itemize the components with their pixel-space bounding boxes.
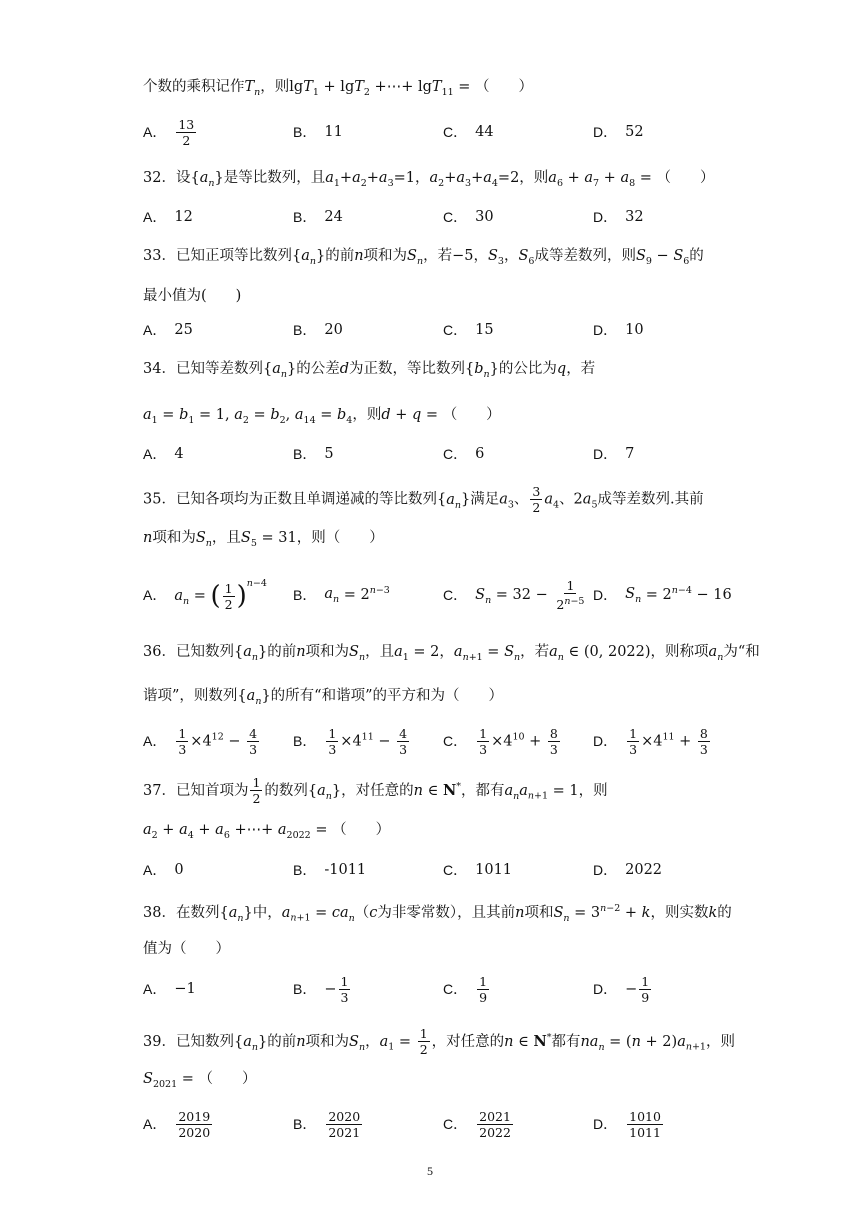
q38-option-a[interactable]: A． −1: [143, 981, 196, 997]
q35-option-c[interactable]: C． $S_n = 32$ − $\frac{1}{2^{n-5}}$: [443, 577, 585, 613]
q38-options: [143, 971, 803, 1007]
q38-option-c[interactable]: C． $\frac{1}{9}$: [443, 973, 488, 1005]
q34-stem: 34．已知等差数列$\{a_n\}$的公差d为正数，等比数列$\{b_n\}$的公比为q，若: [143, 361, 596, 380]
q33-options: [143, 312, 803, 348]
q31-option-a[interactable]: A． $\frac{13}{2}$: [143, 116, 195, 148]
q31-stem-text: 个数的乘积记作: [143, 79, 245, 95]
q32-options: [143, 199, 803, 235]
q36-option-c[interactable]: C． $\frac{1}{3}$ $\times 4^{10}$ + $\frac{8}{3}$: [443, 725, 558, 757]
q36-options: [143, 723, 803, 759]
q32-number: 32．: [143, 170, 176, 186]
page-number: 5: [427, 1164, 433, 1178]
q39-option-a[interactable]: A． $\frac{2019}{2020}$: [143, 1108, 211, 1140]
q38-stem: 38．在数列$\{a_n\}$中，$a_{n+1} = ca_n(c$为非零常数），且其前n项和$S_n = 3^{n-2} + k$，则实数k的: [143, 903, 732, 924]
q32-option-c[interactable]: C． 30: [443, 209, 494, 225]
q37-number: 37．: [143, 782, 176, 799]
q37-option-a[interactable]: A． 0: [143, 862, 184, 878]
q35-option-b[interactable]: B． $a_n = 2^{n-3}$: [293, 584, 390, 606]
q39-option-c[interactable]: C． $\frac{2021}{2022}$: [443, 1108, 511, 1140]
q33-option-b[interactable]: B． 20: [293, 322, 343, 338]
q32-option-d[interactable]: D． 32: [593, 209, 644, 225]
q35-number: 35．: [143, 491, 176, 508]
q37-option-b[interactable]: B． -1011: [293, 862, 367, 878]
q36-option-b[interactable]: B． $\frac{1}{3}$ $\times 4^{11}$ − $\frac{4}{3}$: [293, 725, 408, 757]
q36-option-a[interactable]: A． $\frac{1}{3}$ $\times 4^{12}$ − $\frac{4}{3}$: [143, 725, 258, 757]
q34-number: 34．: [143, 361, 176, 377]
q31-option-d[interactable]: D． 52: [593, 124, 644, 140]
q35-option-d[interactable]: D． $S_n = 2^{n-4} - 16$: [593, 584, 732, 606]
q34-option-a[interactable]: A． 4: [143, 446, 184, 462]
q31-option-b[interactable]: B． 11: [293, 124, 343, 140]
q32-stem: 32．设$\{a_n\}$是等比数列，且$a_1+a_2+a_3=1$，$a_2+a_3+a_4=2$，则$a_6 + a_7 + a_8$ = （ ）: [143, 170, 715, 189]
q33-stem-line2: 最小值为( ): [143, 288, 242, 304]
q31-option-c[interactable]: C． 44: [443, 124, 494, 140]
q37-stem-line2: $a_2 + a_4 + a_6$ +⋯+ $a_{2022}$ = （ ）: [143, 822, 391, 841]
q39-stem: 39．已知数列$\{a_n\}$的前n项和为$S_n$，$a_1$ = $\frac{1}{2}$ ，对任意的n ∈ N*都有$na_n = (n + 2)a_{n+1}$，则: [143, 1026, 735, 1058]
q34-stem-line2: $a_1 = b_1 = 1$, $a_2 = b_2$, $a_{14} = b_4$，则d + q = （ ）: [143, 407, 501, 426]
q37-options: [143, 852, 803, 888]
q35-stem: 35．已知各项均为正数且单调递减的等比数列$\{a_n\}$满足$a_3$、 $\frac{3}{2}$ $a_4$、$2a_5$成等差数列.其前: [143, 484, 704, 515]
q32-option-b[interactable]: B． 24: [293, 209, 343, 225]
q37-option-c[interactable]: C． 1011: [443, 862, 513, 878]
q39-number: 39．: [143, 1033, 176, 1050]
q33-option-c[interactable]: C． 15: [443, 322, 494, 338]
q34-options: [143, 436, 803, 472]
q39-option-b[interactable]: B． $\frac{2020}{2021}$: [293, 1108, 361, 1140]
q37-option-d[interactable]: D． 2022: [593, 862, 663, 878]
q36-stem-line2: 谐项”，则数列$\{a_n\}$的所有“和谐项”的平方和为（ ）: [143, 688, 503, 707]
q39-stem-line2: $S_{2021}$ = （ ）: [143, 1071, 257, 1090]
q35-stem-line2: n项和为$S_n$，且$S_5 = 31$，则（ ）: [143, 530, 384, 549]
q36-number: 36．: [143, 644, 176, 660]
q38-stem-line2: 值为（ ）: [143, 941, 230, 957]
q31-stem: 个数的乘积记作$T_n$，则lgT$_1$ + lgT$_2$ +⋯+ lgT$_{11}$ = （ ）: [143, 79, 534, 98]
q31-options: [143, 114, 803, 150]
q39-option-d[interactable]: D． $\frac{1010}{1011}$: [593, 1108, 661, 1140]
q32-option-a[interactable]: A． 12: [143, 209, 193, 225]
q39-options: [143, 1106, 803, 1142]
q34-option-d[interactable]: D． 7: [593, 446, 635, 462]
q37-stem: 37．已知首项为 $\frac{1}{2}$ 的数列$\{a_n\}$，对任意的n ∈ N*，都有$a_na_{n+1} = 1$，则: [143, 775, 608, 807]
q36-stem: 36．已知数列$\{a_n\}$的前n项和为$S_n$，且$a_1 = 2$，$a_{n+1} = S_n$，若$a_n$ ∈ (0, 2022)，则称项$a_n$为“和: [143, 644, 760, 663]
q34-option-b[interactable]: B． 5: [293, 446, 334, 462]
q34-option-c[interactable]: C． 6: [443, 446, 485, 462]
q38-option-d[interactable]: D． − $\frac{1}{9}$: [593, 973, 650, 1005]
q33-option-a[interactable]: A． 25: [143, 322, 193, 338]
q35-option-a[interactable]: A． $a_n$ = ( $\frac{1}{2}$ )$^{n-4}$: [143, 578, 267, 612]
q33-stem: 33．已知正项等比数列$\{a_n\}$的前n项和为$S_n$，若−5，$S_3$，$S_6$成等差数列，则$S_9 - S_6$的: [143, 248, 704, 267]
q36-option-d[interactable]: D． $\frac{1}{3}$ $\times 4^{11}$ + $\frac{8}{3}$: [593, 725, 708, 757]
q33-number: 33．: [143, 248, 176, 264]
q38-option-b[interactable]: B． − $\frac{1}{3}$: [293, 973, 349, 1005]
q35-options: [143, 577, 803, 613]
q38-number: 38．: [143, 904, 176, 921]
q33-option-d[interactable]: D． 10: [593, 322, 644, 338]
